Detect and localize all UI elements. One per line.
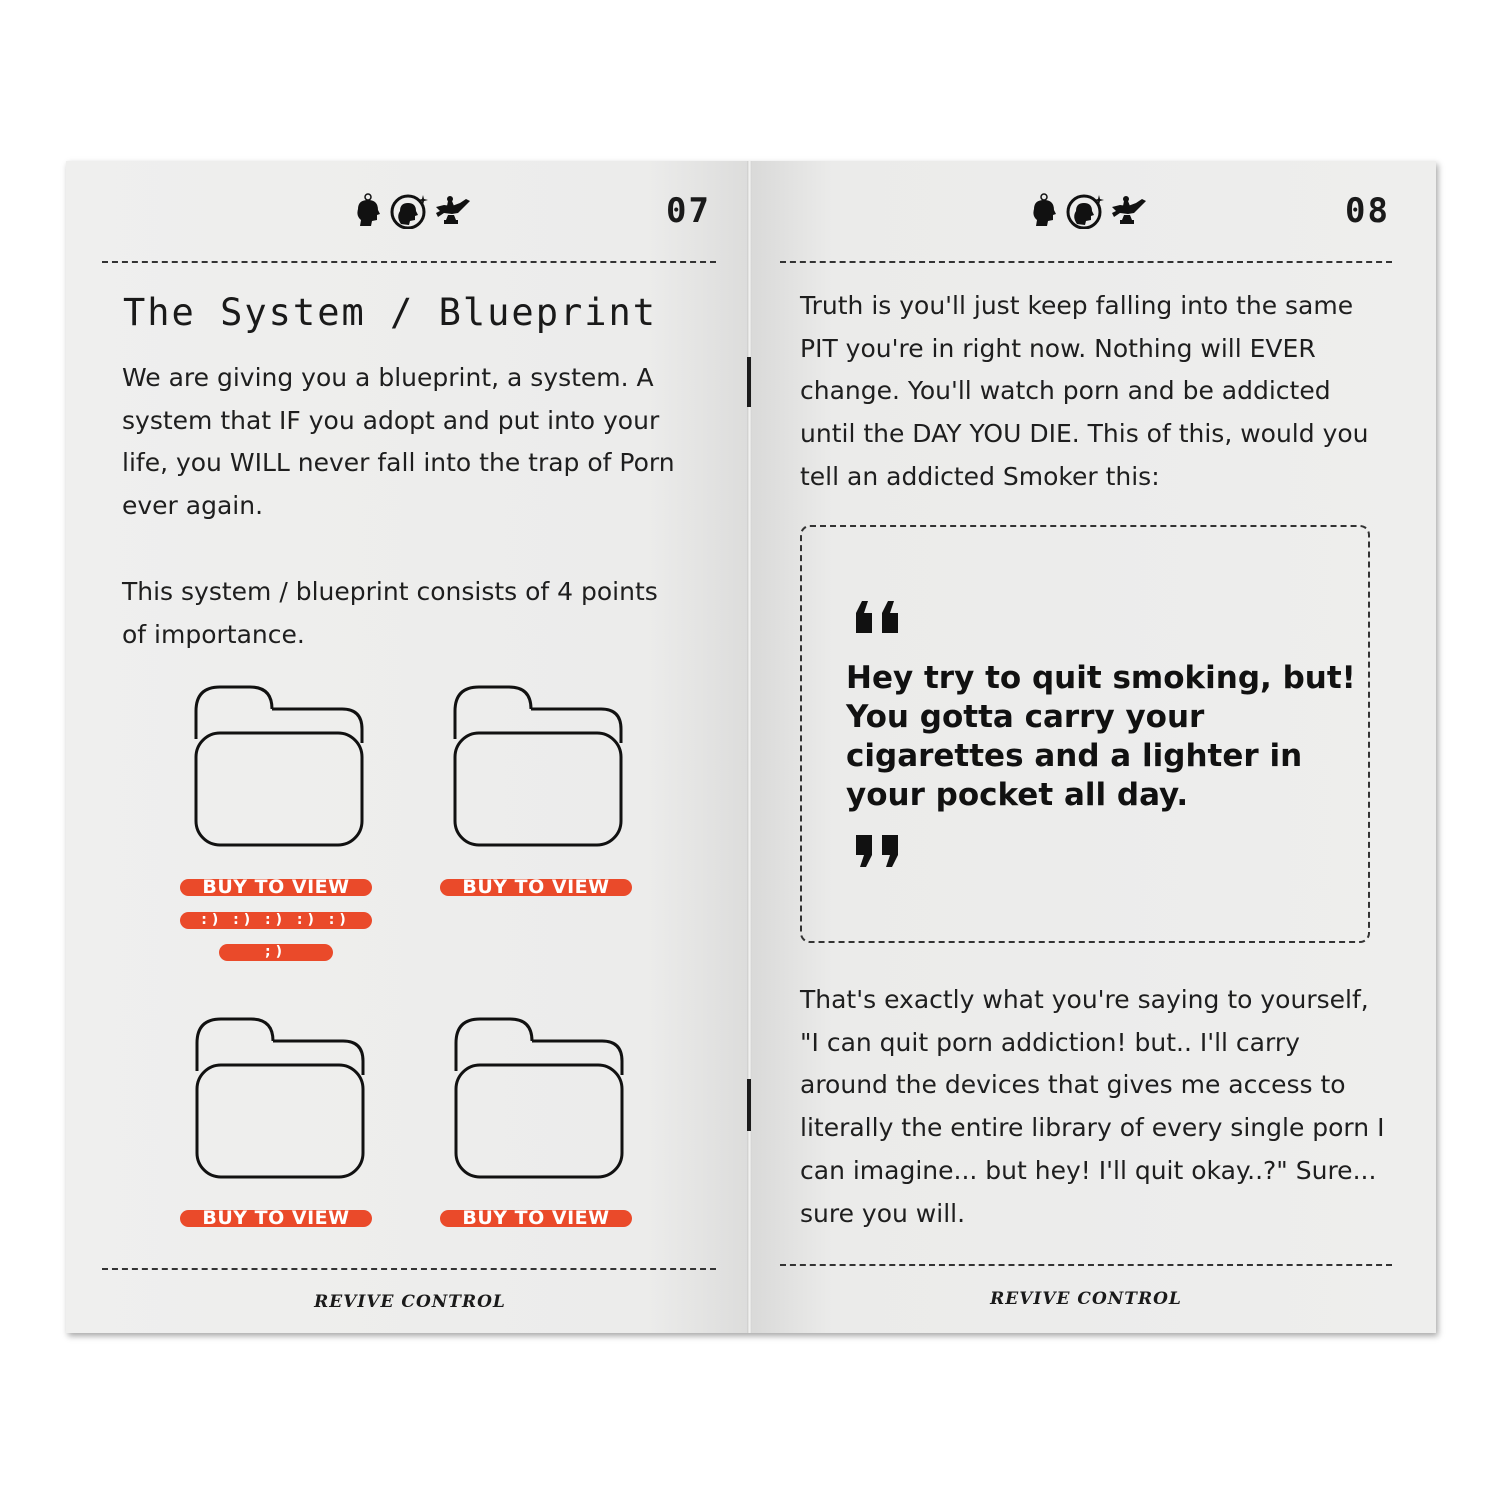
- folder-icon: [452, 1015, 628, 1181]
- footer-logo: REVIVE CONTROL: [314, 1292, 506, 1312]
- wink-badge: ;): [219, 944, 333, 961]
- page-number: 08: [1345, 191, 1390, 231]
- buy-to-view-button[interactable]: BUY TO VIEW: [440, 879, 632, 896]
- horse-rider-icon: [432, 193, 472, 229]
- footer-divider: [102, 1268, 716, 1270]
- close-quote-icon: [854, 833, 906, 871]
- buy-to-view-button[interactable]: BUY TO VIEW: [180, 879, 372, 896]
- buy-to-view-button[interactable]: BUY TO VIEW: [180, 1210, 372, 1227]
- folder-icon: [451, 683, 627, 849]
- quote-box: [800, 525, 1370, 943]
- smiley-row-badge: :) :) :) :) :): [180, 912, 372, 929]
- globe-head-icon: [390, 193, 428, 229]
- buy-to-view-button[interactable]: BUY TO VIEW: [440, 1210, 632, 1227]
- footer-divider: [780, 1264, 1392, 1266]
- quote-text: Hey try to quit smoking, but! You gotta carry your cigarettes and a lighter in your pocket all day.: [846, 660, 1356, 813]
- head-silhouette-icon: [1026, 193, 1062, 229]
- header-divider: [780, 261, 1392, 263]
- footer-logo: REVIVE CONTROL: [990, 1289, 1182, 1309]
- conclusion-paragraph: That's exactly what you're saying to yourself, "I can quit porn addiction! but.. I'll carry around the devices that gives me access to literally the entire library of every single porn I can imagine... but hey! I'll quit okay..?" Sure... sure you will.: [800, 985, 1385, 1228]
- header-icons: [350, 193, 472, 229]
- open-booklet: [66, 161, 1436, 1333]
- header-divider: [102, 261, 716, 263]
- open-quote-icon: [854, 597, 906, 635]
- intro-paragraph: We are giving you a blueprint, a system. A system that IF you adopt and put into your life, you WILL never fall into the trap of Porn ever again.: [122, 363, 675, 521]
- spine: [747, 161, 752, 1333]
- page-title: The System / Blueprint: [123, 291, 658, 334]
- folder-icon: [193, 1015, 369, 1181]
- header-icons: [1026, 193, 1148, 229]
- left-page: [66, 161, 750, 1333]
- staple-top: [747, 357, 751, 407]
- truth-paragraph: Truth is you'll just keep falling into the same PIT you're in right now. Nothing will EVER change. You'll watch porn and be addicted until the DAY YOU DIE. This of this, would you tell an addicted Smoker this:: [800, 291, 1369, 491]
- staple-bottom: [747, 1079, 751, 1131]
- head-silhouette-icon: [350, 193, 386, 229]
- page-number: 07: [666, 191, 711, 231]
- horse-rider-icon: [1108, 193, 1148, 229]
- globe-head-icon: [1066, 193, 1104, 229]
- folder-icon: [192, 683, 368, 849]
- points-paragraph: This system / blueprint consists of 4 points of importance.: [122, 577, 658, 649]
